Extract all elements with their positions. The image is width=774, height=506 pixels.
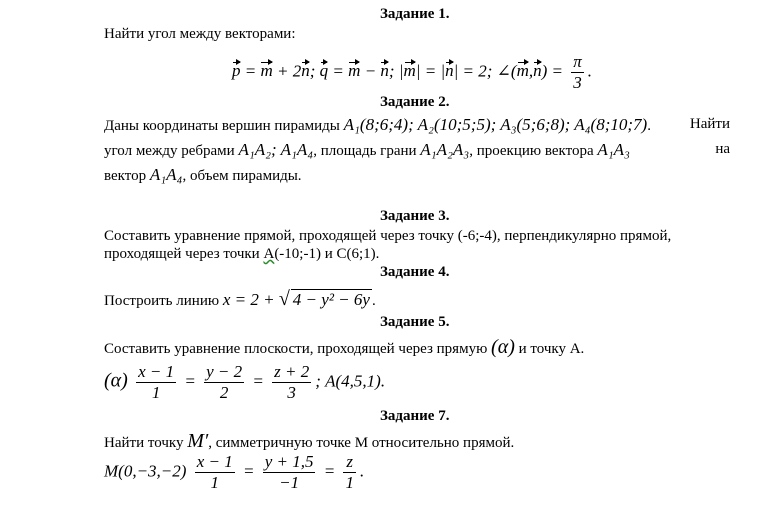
task4-title: Задание 4. xyxy=(380,264,450,280)
task2-body: Даны координаты вершин пирамиды A₁(8;6;4); A₂(10;5;5); A₃(5;6;8); A₄(8;10;7). Найти угол между ребрами A₁A₂; A₁A₄, площадь грани A₁A₂A₃, проекцию вектора A₁A₃ на вектор A₁A₄, объем пирамиды. xyxy=(104,115,730,184)
task7-title: Задание 7. xyxy=(380,408,450,424)
task5-text: Составить уравнение плоскости, проходящей через прямую (α) и точку А. xyxy=(104,336,585,358)
task1-formula: p = m + 2n; q = m − n; |m| = |n| = 2; ∠(m,n) = $\frac{\pi}{3}$ . xyxy=(232,52,593,92)
task5-formula: (α) $\frac{x - 1}{1}$ = $\frac{y - 2}{2}$ = $\frac{z + 2}{3}$ ; A(4,5,1). xyxy=(104,362,386,402)
task4-text: Построить линию x = 2 + √ 4 − y² − 6y . xyxy=(104,288,376,310)
task3-line2: проходящей через точки А(-10;-1) и С(6;1). xyxy=(104,246,380,262)
task1-text: Найти угол между векторами: xyxy=(104,26,296,42)
task7-text: Найти точку M′, симметричную точке М относительно прямой. xyxy=(104,430,515,452)
task3-title: Задание 3. xyxy=(380,208,450,224)
task1-title: Задание 1. xyxy=(380,6,450,22)
task5-title: Задание 5. xyxy=(380,314,450,330)
task3-line1: Составить уравнение прямой, проходящей через точку (-6;-4), перпендикулярно прямой, xyxy=(104,228,672,244)
task7-formula: M(0,−3,−2) $\frac{x - 1}{1}$ = $\frac{y + 1,5}{-1}$ = $\frac{z}{1}$ . xyxy=(104,452,365,492)
task2-title: Задание 2. xyxy=(380,94,450,110)
